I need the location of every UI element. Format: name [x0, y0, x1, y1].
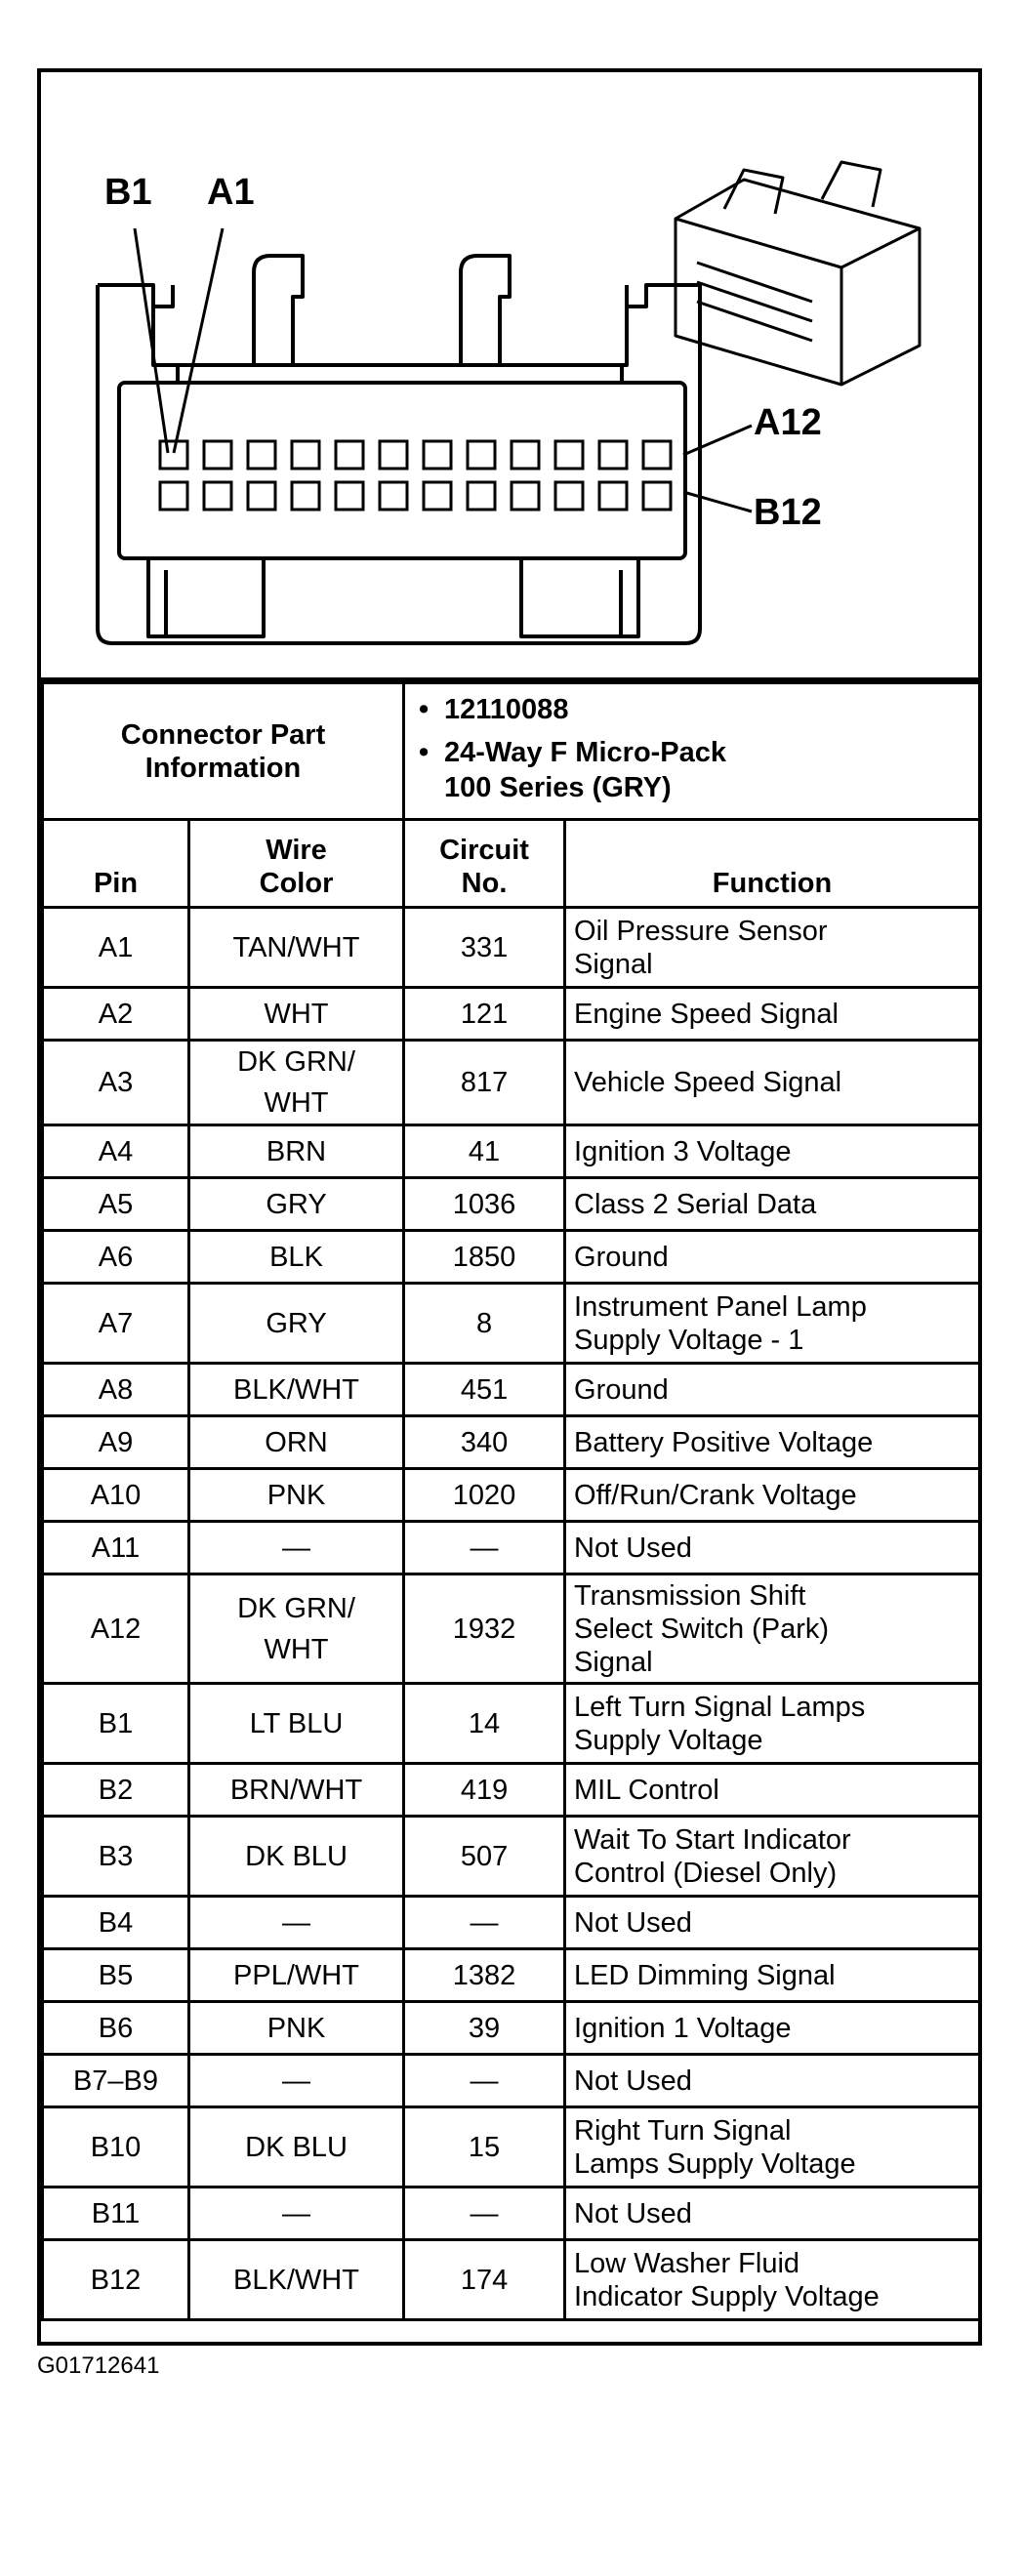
- pin-cell: A8: [43, 1364, 189, 1416]
- table-row: [43, 2240, 980, 2320]
- circuit-cell: 15: [404, 2107, 565, 2188]
- function-cell: LED Dimming Signal: [565, 1949, 980, 2002]
- circuit-cell: 331: [404, 908, 565, 988]
- pin-cavity: [292, 482, 319, 510]
- table-row: [43, 1469, 980, 1522]
- pin-cavity: [336, 482, 363, 510]
- pin-cavity: [336, 441, 363, 469]
- wire-color-cell: PPL/WHT: [189, 1949, 404, 2002]
- circuit-cell: 1850: [404, 1231, 565, 1284]
- circuit-cell: 507: [404, 1817, 565, 1897]
- pin-cell: B12: [43, 2240, 189, 2320]
- pin-cell: B2: [43, 1764, 189, 1817]
- circuit-cell: —: [404, 1897, 565, 1949]
- pin-cavity: [248, 441, 275, 469]
- pin-cavity: [248, 482, 275, 510]
- function-cell: Ground: [565, 1231, 980, 1284]
- pin-cell: B4: [43, 1897, 189, 1949]
- table-row: [43, 1284, 980, 1364]
- connector-sheet: [37, 68, 982, 2346]
- function-cell: Not Used: [565, 2055, 980, 2107]
- part-number: 12110088: [444, 694, 569, 725]
- table-row: [43, 2107, 980, 2188]
- table-row: [43, 1897, 980, 1949]
- table-row: [43, 2002, 980, 2055]
- table-row: [43, 1817, 980, 1897]
- function-cell: Battery Positive Voltage: [565, 1416, 980, 1469]
- function-cell: Vehicle Speed Signal: [565, 1041, 980, 1125]
- circuit-cell: 340: [404, 1416, 565, 1469]
- pin-cavity: [555, 441, 583, 469]
- function-cell: Ground: [565, 1364, 980, 1416]
- circuit-cell: 1932: [404, 1574, 565, 1684]
- circuit-cell: 39: [404, 2002, 565, 2055]
- pin-cell: A4: [43, 1125, 189, 1178]
- pin-cell: B11: [43, 2188, 189, 2240]
- pin-cavity: [380, 441, 407, 469]
- pin-cell: B10: [43, 2107, 189, 2188]
- circuit-cell: 1020: [404, 1469, 565, 1522]
- pin-cell: A2: [43, 988, 189, 1041]
- label-b12: B12: [754, 492, 822, 533]
- wire-color-cell: DK GRN/ WHT: [189, 1574, 404, 1684]
- circuit-cell: —: [404, 2055, 565, 2107]
- pin-cavity: [468, 482, 495, 510]
- function-cell: Class 2 Serial Data: [565, 1178, 980, 1231]
- header-wire-color: Wire Color: [189, 820, 404, 908]
- pin-cavity: [160, 441, 187, 469]
- pin-cavity: [643, 441, 671, 469]
- pin-cavity: [204, 441, 231, 469]
- pin-cavity: [292, 441, 319, 469]
- function-cell: Not Used: [565, 1897, 980, 1949]
- pin-cavity: [599, 441, 627, 469]
- pin-cell: A9: [43, 1416, 189, 1469]
- pin-table: [41, 681, 981, 2321]
- function-cell: Low Washer Fluid Indicator Supply Voltage: [565, 2240, 980, 2320]
- pin-cell: B7–B9: [43, 2055, 189, 2107]
- wire-color-cell: —: [189, 1897, 404, 1949]
- table-row: [43, 1231, 980, 1284]
- table-row: [43, 1416, 980, 1469]
- function-cell: Oil Pressure Sensor Signal: [565, 908, 980, 988]
- circuit-cell: 14: [404, 1684, 565, 1764]
- connector-face-drawing: [41, 72, 978, 677]
- pin-cell: A12: [43, 1574, 189, 1684]
- header-circuit: Circuit No.: [404, 820, 565, 908]
- pin-cell: A3: [43, 1041, 189, 1125]
- part-description-1: 24-Way F Micro-Pack: [444, 737, 727, 768]
- pin-cavity: [160, 482, 187, 510]
- circuit-cell: 419: [404, 1764, 565, 1817]
- connector-part-row: [43, 683, 980, 820]
- pin-cavity: [424, 482, 451, 510]
- wire-color-cell: —: [189, 2055, 404, 2107]
- circuit-cell: 1382: [404, 1949, 565, 2002]
- connector-part-details: • 12110088 • 24-Way F Micro-Pack 100 Series (GRY): [404, 683, 980, 820]
- pin-cell: B6: [43, 2002, 189, 2055]
- pin-cavity: [468, 441, 495, 469]
- header-function: Function: [565, 820, 980, 908]
- table-row: [43, 988, 980, 1041]
- wire-color-cell: BLK/WHT: [189, 2240, 404, 2320]
- table-row: [43, 1178, 980, 1231]
- pin-cell: A10: [43, 1469, 189, 1522]
- circuit-cell: 1036: [404, 1178, 565, 1231]
- table-row: [43, 1949, 980, 2002]
- figure-caption: G01712641: [37, 2352, 160, 2379]
- circuit-cell: 817: [404, 1041, 565, 1125]
- pin-cavity: [512, 441, 539, 469]
- pin-cell: A1: [43, 908, 189, 988]
- function-cell: Not Used: [565, 2188, 980, 2240]
- wire-color-cell: PNK: [189, 1469, 404, 1522]
- table-row: [43, 1041, 980, 1125]
- table-row: [43, 2188, 980, 2240]
- function-cell: Wait To Start Indicator Control (Diesel Only): [565, 1817, 980, 1897]
- function-cell: Transmission Shift Select Switch (Park) Signal: [565, 1574, 980, 1684]
- pin-cavity: [380, 482, 407, 510]
- wire-color-cell: GRY: [189, 1284, 404, 1364]
- wire-color-cell: PNK: [189, 2002, 404, 2055]
- wire-color-cell: DK BLU: [189, 1817, 404, 1897]
- pin-cavity: [555, 482, 583, 510]
- circuit-cell: 121: [404, 988, 565, 1041]
- function-cell: Instrument Panel Lamp Supply Voltage - 1: [565, 1284, 980, 1364]
- pin-cavity: [204, 482, 231, 510]
- table-row: [43, 1125, 980, 1178]
- function-cell: Left Turn Signal Lamps Supply Voltage: [565, 1684, 980, 1764]
- circuit-cell: —: [404, 1522, 565, 1574]
- pin-cavity: [599, 482, 627, 510]
- function-cell: Off/Run/Crank Voltage: [565, 1469, 980, 1522]
- wire-color-cell: —: [189, 1522, 404, 1574]
- table-row: [43, 1574, 980, 1684]
- table-row: [43, 908, 980, 988]
- pin-cell: A6: [43, 1231, 189, 1284]
- pin-cavity: [512, 482, 539, 510]
- pin-cell: B3: [43, 1817, 189, 1897]
- table-row: [43, 1522, 980, 1574]
- pin-cell: B5: [43, 1949, 189, 2002]
- connector-diagram: [41, 72, 978, 681]
- wire-color-cell: TAN/WHT: [189, 908, 404, 988]
- label-b1: B1: [104, 172, 152, 213]
- function-cell: Ignition 3 Voltage: [565, 1125, 980, 1178]
- wire-color-cell: BLK/WHT: [189, 1364, 404, 1416]
- wire-color-cell: GRY: [189, 1178, 404, 1231]
- wire-color-cell: BLK: [189, 1231, 404, 1284]
- wire-color-cell: BRN: [189, 1125, 404, 1178]
- pin-cell: A7: [43, 1284, 189, 1364]
- wire-color-cell: WHT: [189, 988, 404, 1041]
- connector-part-label: Connector Part Information: [43, 683, 404, 820]
- wire-color-cell: BRN/WHT: [189, 1764, 404, 1817]
- pin-cell: A11: [43, 1522, 189, 1574]
- pin-cavity: [643, 482, 671, 510]
- function-cell: Not Used: [565, 1522, 980, 1574]
- circuit-cell: 41: [404, 1125, 565, 1178]
- wire-color-cell: ORN: [189, 1416, 404, 1469]
- label-a1: A1: [207, 172, 255, 213]
- table-row: [43, 1764, 980, 1817]
- pin-cell: B1: [43, 1684, 189, 1764]
- label-a12: A12: [754, 402, 822, 443]
- pin-cell: A5: [43, 1178, 189, 1231]
- function-cell: Engine Speed Signal: [565, 988, 980, 1041]
- table-row: [43, 2055, 980, 2107]
- wire-color-cell: —: [189, 2188, 404, 2240]
- header-pin: Pin: [43, 820, 189, 908]
- wire-color-cell: DK GRN/ WHT: [189, 1041, 404, 1125]
- part-description-2: 100 Series (GRY): [444, 772, 672, 803]
- function-cell: Right Turn Signal Lamps Supply Voltage: [565, 2107, 980, 2188]
- pin-cavity: [424, 441, 451, 469]
- table-row: [43, 1684, 980, 1764]
- function-cell: MIL Control: [565, 1764, 980, 1817]
- wire-color-cell: DK BLU: [189, 2107, 404, 2188]
- circuit-cell: 174: [404, 2240, 565, 2320]
- circuit-cell: 451: [404, 1364, 565, 1416]
- circuit-cell: 8: [404, 1284, 565, 1364]
- table-row: [43, 1364, 980, 1416]
- header-row: [43, 820, 980, 908]
- wire-color-cell: LT BLU: [189, 1684, 404, 1764]
- function-cell: Ignition 1 Voltage: [565, 2002, 980, 2055]
- circuit-cell: —: [404, 2188, 565, 2240]
